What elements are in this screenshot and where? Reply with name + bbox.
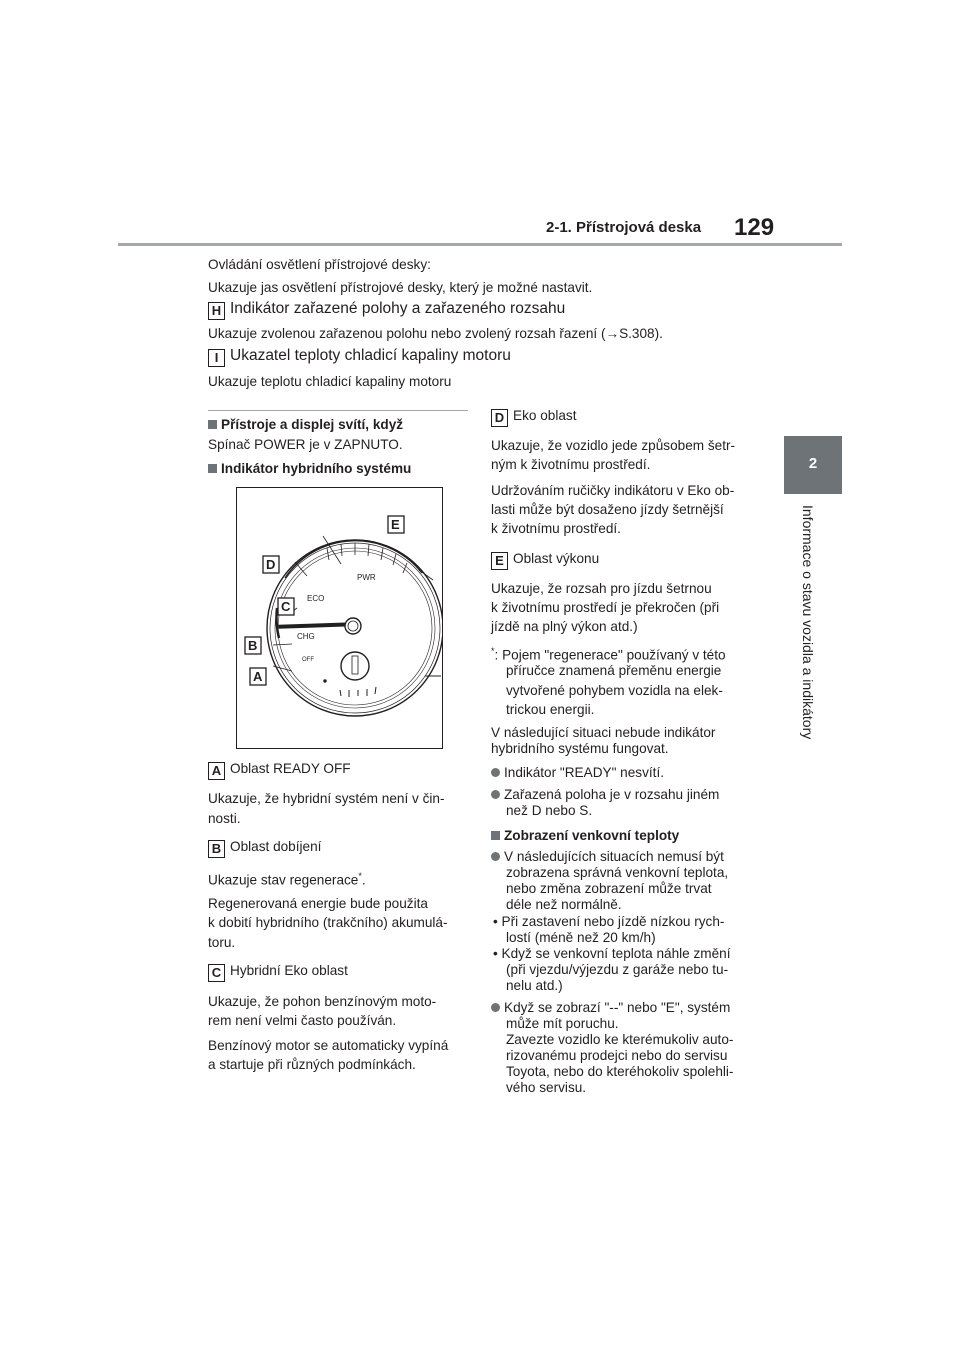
- c-line-1: Ukazuje, že pohon benzínovým moto-: [208, 994, 437, 1009]
- section-heading-hybrid: [208, 460, 411, 477]
- heading-c: [208, 962, 348, 982]
- b3-line-4: déle než normálně.: [506, 897, 622, 912]
- heading-h: [208, 300, 565, 320]
- gauge-chg-label: CHG: [297, 632, 315, 641]
- top-line-2: Ukazuje jas osvětlení přístrojové desky, který je možné nastavit.: [208, 280, 593, 295]
- section-heading-temp: [491, 827, 679, 844]
- lights-text: Spínač POWER je v ZAPNUTO.: [208, 437, 403, 452]
- footnote-line-3: vytvořené pohybem vozidla na elek-: [506, 683, 723, 698]
- heading-a: [208, 760, 351, 780]
- label-c-box: C: [208, 964, 225, 982]
- heading-c-text: Hybridní Eko oblast: [230, 963, 348, 978]
- sub2-line-3: nelu atd.): [506, 978, 563, 993]
- callout-a: A: [253, 669, 263, 684]
- label-h-box: H: [208, 302, 225, 320]
- i-description: Ukazuje teplotu chladicí kapaliny motoru: [208, 374, 452, 389]
- round-bullet-icon: [491, 768, 500, 777]
- b-line-1-end: .: [361, 872, 366, 888]
- b3-line-1: [491, 850, 724, 864]
- heading-d: [491, 407, 576, 427]
- b3-line-1-text: V následujících situacích nemusí být: [504, 849, 724, 864]
- section-heading-hybrid-text: Indikátor hybridního systému: [221, 461, 412, 476]
- b4-line-1-text: Když se zobrazí "--" nebo "E", systém: [504, 1000, 731, 1015]
- b-line-3: k dobití hybridního (trakčního) akumulá-: [208, 915, 448, 930]
- d-line-2: ným k životnímu prostředí.: [491, 457, 651, 472]
- b3-line-2: zobrazena správná venkovní teplota,: [506, 865, 729, 880]
- gauge-pwr-label: PWR: [357, 573, 376, 582]
- heading-i-text: Ukazatel teploty chladicí kapaliny motoru: [230, 347, 511, 364]
- footnote-line-1-text: : Pojem "regenerace" používaný v této: [494, 647, 726, 663]
- e-line-2: k životnímu prostředí je překročen (při: [491, 600, 720, 615]
- label-d-box: D: [491, 409, 508, 427]
- label-e-box: E: [491, 552, 508, 570]
- label-i-box: I: [208, 349, 225, 367]
- top-line-1: Ovládání osvětlení přístrojové desky:: [208, 257, 431, 272]
- b4-line-1: [491, 1001, 730, 1015]
- header-rule: [118, 243, 842, 246]
- d-line-3: Udržováním ručičky indikátoru v Eko ob-: [491, 483, 735, 498]
- bullet-ready: [491, 764, 664, 781]
- page-number: 129: [734, 214, 775, 241]
- bullet-gear-1: [491, 788, 719, 802]
- footnote-mark: *: [358, 871, 362, 881]
- sub2-line-1: • Když se venkovní teplota náhle změní: [493, 946, 731, 961]
- c-line-2: rem není velmi často používán.: [208, 1013, 397, 1028]
- b-line-2: Regenerovaná energie bude použita: [208, 896, 428, 911]
- e-line-1: Ukazuje, že rozsah pro jízdu šetrnou: [491, 581, 712, 596]
- gauge-off-label: OFF: [302, 657, 314, 663]
- round-bullet-icon: [491, 790, 500, 799]
- heading-e-text: Oblast výkonu: [513, 551, 600, 566]
- square-bullet-icon: [208, 464, 217, 473]
- b-line-1: [208, 868, 366, 889]
- callout-c: C: [281, 599, 291, 614]
- callout-e: E: [391, 517, 400, 532]
- v-line-1: V následující situaci nebude indikátor: [491, 725, 716, 740]
- hybrid-gauge-figure: [237, 488, 442, 748]
- footnote-star: *: [491, 646, 495, 656]
- e-line-3: jízdě na plný výkon atd.): [491, 619, 638, 634]
- section-heading-lights-text: Přístroje a displej svítí, když: [221, 417, 404, 432]
- v-line-2: hybridního systému fungovat.: [491, 741, 669, 756]
- b4-line-6: vého servisu.: [506, 1080, 587, 1095]
- square-bullet-icon: [208, 420, 217, 429]
- section-title: 2-1. Přístrojová deska: [546, 219, 702, 236]
- b3-line-3: nebo změna zobrazení může trvat: [506, 881, 712, 896]
- heading-e: [491, 550, 599, 570]
- heading-d-text: Eko oblast: [513, 408, 577, 423]
- d-line-5: k životnímu prostředí.: [491, 521, 621, 536]
- b4-line-5: Toyota, nebo do kteréhokoliv spolehli-: [506, 1064, 734, 1079]
- chapter-number: 2: [808, 455, 818, 472]
- b4-line-2: může mít poruchu.: [506, 1016, 619, 1031]
- label-a-box: A: [208, 762, 225, 780]
- b4-line-4: rizovanému prodejci nebo do servisu: [506, 1048, 728, 1063]
- bullet-gear-2: než D nebo S.: [506, 803, 593, 818]
- bullet-gear-1-text: Zařazená poloha je v rozsahu jiném: [504, 787, 720, 802]
- c-line-4: a startuje při různých podmínkách.: [208, 1057, 416, 1072]
- round-bullet-icon: [491, 852, 500, 861]
- d-line-1: Ukazuje, že vozidlo jede způsobem šetr-: [491, 438, 736, 453]
- footnote-line-4: trickou energii.: [506, 702, 595, 717]
- a-line-2: nosti.: [208, 811, 241, 826]
- footnote-line-2: příručce znamená přeměnu energie: [506, 663, 722, 678]
- hybrid-indicator-illustration: [236, 487, 443, 749]
- sub1-line-1: • Při zastavení nebo jízdě nízkou rych-: [493, 914, 725, 929]
- heading-h-text: Indikátor zařazené polohy a zařazeného rozsahu: [230, 300, 566, 317]
- heading-b-text: Oblast dobíjení: [230, 839, 322, 854]
- bullet-ready-text: Indikátor "READY" nesvítí.: [504, 765, 664, 780]
- round-bullet-icon: [491, 1003, 500, 1012]
- heading-a-text: Oblast READY OFF: [230, 761, 351, 776]
- gauge-eco-label: ECO: [307, 594, 325, 603]
- square-bullet-icon: [491, 831, 500, 840]
- section-heading-temp-text: Zobrazení venkovní teploty: [504, 828, 680, 843]
- heading-i: [208, 347, 511, 367]
- chapter-tab: [784, 436, 842, 494]
- chapter-label: Informace o stavu vozidla a indikátory: [800, 505, 816, 740]
- callout-b: B: [248, 638, 258, 653]
- h-description: Ukazuje zvolenou zařazenou polohu nebo zvolený rozsah řazení (→S.308).: [208, 326, 663, 341]
- b-line-4: toru.: [208, 935, 236, 950]
- footnote-line-1: [491, 643, 726, 664]
- label-b-box: B: [208, 840, 225, 858]
- a-line-1: Ukazuje, že hybridní systém není v čin-: [208, 791, 445, 806]
- sub1-line-2: lostí (méně než 20 km/h): [506, 930, 656, 945]
- b4-line-3: Zavezte vozidlo ke kterémukoliv auto-: [506, 1032, 734, 1047]
- d-line-4: lasti může být dosaženo jízdy šetrnější: [491, 502, 724, 517]
- c-line-3: Benzínový motor se automaticky vypíná: [208, 1038, 449, 1053]
- sub2-line-2: (při vjezdu/výjezdu z garáže nebo tu-: [506, 962, 729, 977]
- b-line-1-text: Ukazuje stav regenerace: [208, 872, 359, 888]
- heading-b: [208, 838, 321, 858]
- section-divider: [208, 410, 468, 411]
- section-heading-lights: [208, 416, 403, 433]
- callout-d: D: [266, 557, 276, 572]
